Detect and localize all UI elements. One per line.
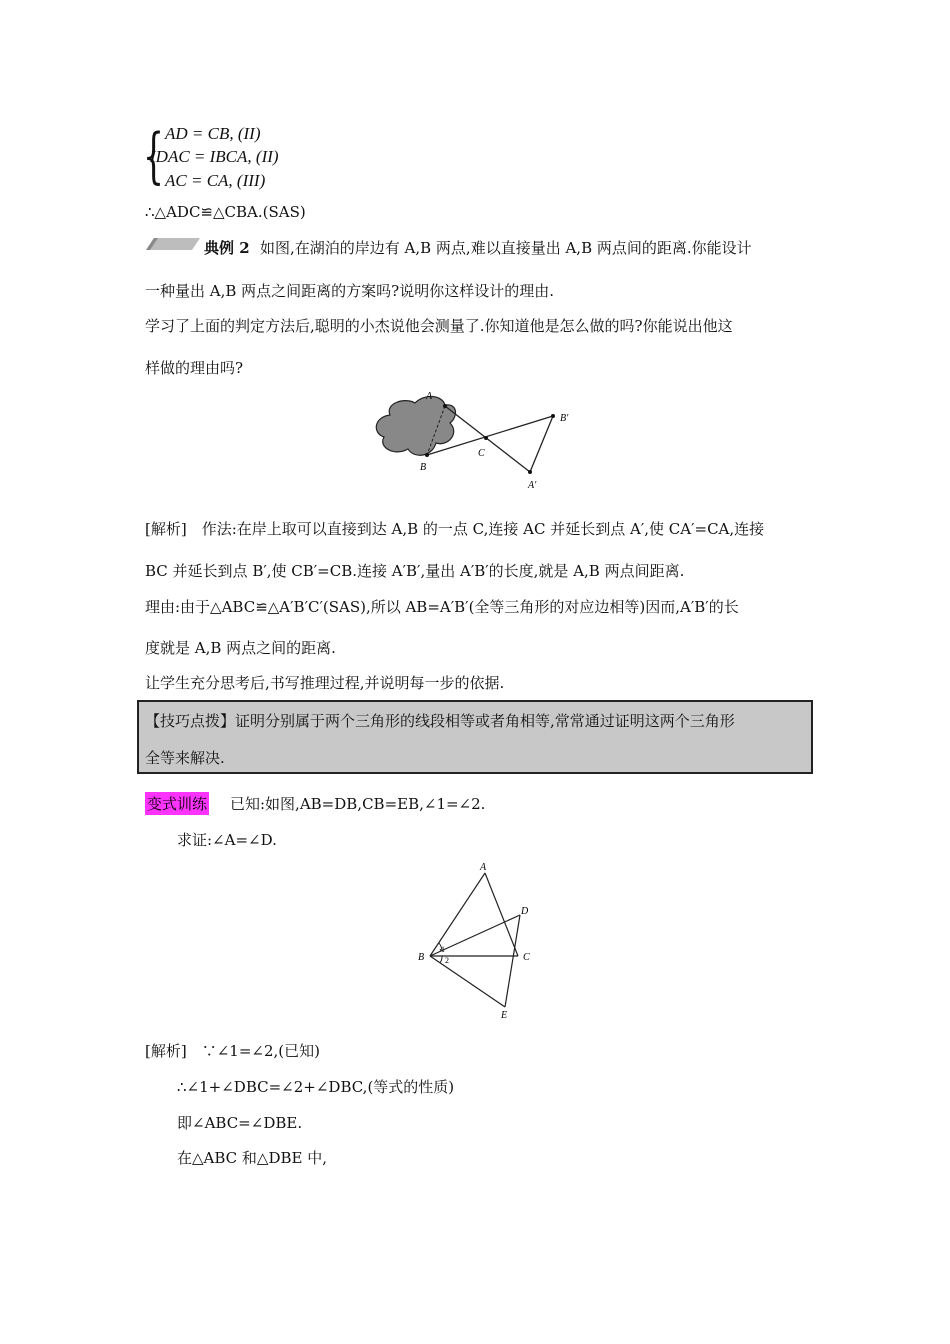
left-brace: { <box>143 121 165 191</box>
label-e2: E <box>501 1010 508 1021</box>
system-line-3: AC = CA, (III) <box>165 171 266 190</box>
variant-given: 已知:如图,AB=DB,CB=EB,∠1=∠2. <box>230 795 486 813</box>
system-line-2: IDAC = IBCA, (II) <box>150 147 279 166</box>
label-b: B <box>420 462 427 473</box>
analysis-1-line-1: [解析] 作法:在岸上取可以直接到达 A,B 的一点 C,连接 AC 并延长到点 A′,使 CA′=CA,连接 <box>145 520 765 538</box>
variant-tag: 变式训练 <box>145 792 209 815</box>
angle-2-label: 2 <box>445 956 449 965</box>
instruction-text: 让学生充分思考后,书写推理过程,并说明每一步的依据. <box>145 674 505 692</box>
segment-bprime-aprime <box>530 416 553 472</box>
label-d2: D <box>521 906 529 917</box>
label-b-prime: B′ <box>560 413 569 424</box>
variant-prove: 求证:∠A=∠D. <box>177 831 277 849</box>
label-a: A <box>426 391 433 402</box>
tip-box <box>137 700 813 774</box>
example-2-line-4: 样做的理由吗? <box>145 359 244 377</box>
example-2-label: 典例 2 <box>204 239 250 257</box>
analysis-2-line-1: [解析] ∵∠1=∠2,(已知) <box>145 1042 320 1060</box>
example-2-line-2: 一种量出 A,B 两点之间距离的方案吗?说明你这样设计的理由. <box>145 282 554 300</box>
analysis-2-line-3: 即∠ABC=∠DBE. <box>177 1114 303 1132</box>
lake-figure <box>370 385 590 495</box>
label-a2: A <box>480 862 487 873</box>
tip-line-1: 【技巧点拨】证明分别属于两个三角形的线段相等或者角相等,常常通过证明这两个三角形 <box>145 712 735 730</box>
analysis-2-line-2: ∴∠1+∠DBC=∠2+∠DBC,(等式的性质) <box>177 1078 455 1096</box>
tip-line-2: 全等来解决. <box>145 749 225 767</box>
label-c2: C <box>523 952 530 963</box>
system-line-1: AD = CB, (II) <box>165 124 261 143</box>
example-2-line-1: 如图,在湖泊的岸边有 A,B 两点,难以直接量出 A,B 两点间的距离.你能设计 <box>260 239 752 257</box>
analysis-2-line-4: 在△ABC 和△DBE 中, <box>177 1149 327 1167</box>
label-b2: B <box>418 952 425 963</box>
conclusion-1: ∴△ADC≌△CBA.(SAS) <box>145 203 306 221</box>
example-2-line-3: 学习了上面的判定方法后,聪明的小杰说他会测量了.你知道他是怎么做的吗?你能说出他这 <box>145 317 733 335</box>
triangle-figure <box>410 855 550 1025</box>
label-c: C <box>478 448 485 459</box>
analysis-1-line-3: 理由:由于△ABC≌△A′B′C′(SAS),所以 AB=A′B′(全等三角形的对应边相等)因而,A′B′的长 <box>145 598 739 616</box>
example-tab-icon <box>146 236 200 252</box>
angle-1-label: 1 <box>441 945 445 954</box>
analysis-1-line-4: 度就是 A,B 两点之间的距离. <box>145 639 336 657</box>
analysis-1-line-2: BC 并延长到点 B′,使 CB′=CB.连接 A′B′,量出 A′B′的长度,就是 A,B 两点间距离. <box>145 562 685 580</box>
label-a-prime: A′ <box>528 480 537 491</box>
